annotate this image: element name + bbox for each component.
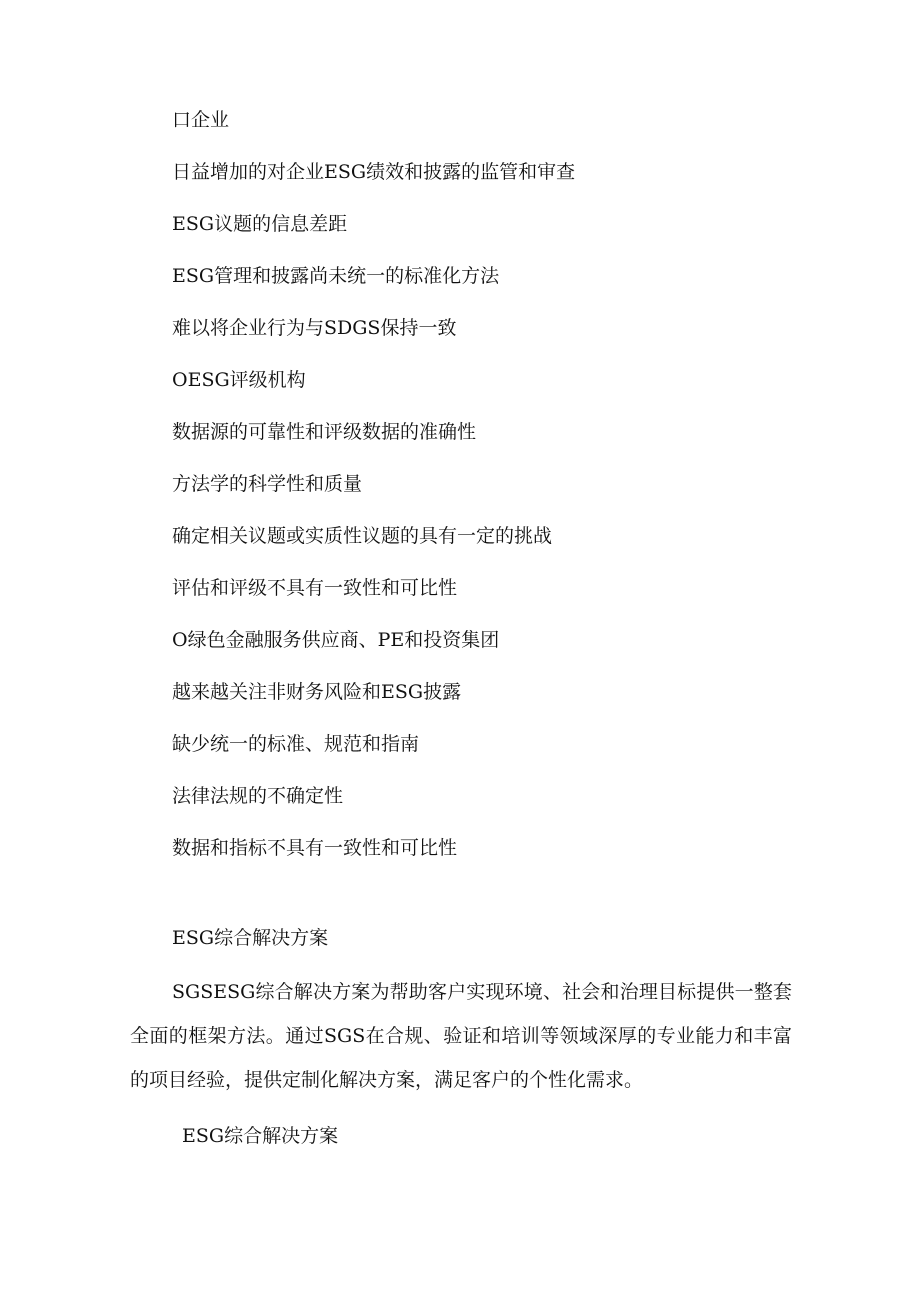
list-item: 口企业 — [172, 109, 230, 131]
section-title: ESG综合解决方案 — [172, 927, 329, 949]
figure-caption: ESG综合解决方案 — [182, 1125, 339, 1147]
body-paragraph: SGSESG综合解决方案为帮助客户实现环境、社会和治理目标提供一整套全面的框架方法。通过SGS在合规、验证和培训等领域深厚的专业能力和丰富的项目经验，提供定制化解决方案，满足客户的个性化需求。 — [130, 981, 792, 1091]
list-item: 确定相关议题或实质性议题的具有一定的挑战 — [172, 525, 553, 547]
list-item: 评估和评级不具有一致性和可比性 — [172, 577, 458, 599]
list-item: 日益增加的对企业ESG绩效和披露的监管和审查 — [172, 161, 576, 183]
list-item: 越来越关注非财务风险和ESG披露 — [172, 681, 462, 703]
list-item: 缺少统一的标准、规范和指南 — [172, 733, 420, 755]
list-item: 法律法规的不确定性 — [172, 785, 344, 807]
list-item: 数据和指标不具有一致性和可比性 — [172, 837, 458, 859]
list-item: ESG管理和披露尚未统一的标准化方法 — [172, 265, 500, 287]
list-item: 方法学的科学性和质量 — [172, 473, 363, 495]
bullet-list — [172, 108, 812, 888]
list-item: OESG评级机构 — [172, 369, 306, 391]
list-item: O绿色金融服务供应商、PE和投资集团 — [172, 629, 500, 651]
list-item: 难以将企业行为与SDGS保持一致 — [172, 317, 457, 339]
list-item: ESG议题的信息差距 — [172, 213, 348, 235]
list-item: 数据源的可靠性和评级数据的准确性 — [172, 421, 477, 443]
